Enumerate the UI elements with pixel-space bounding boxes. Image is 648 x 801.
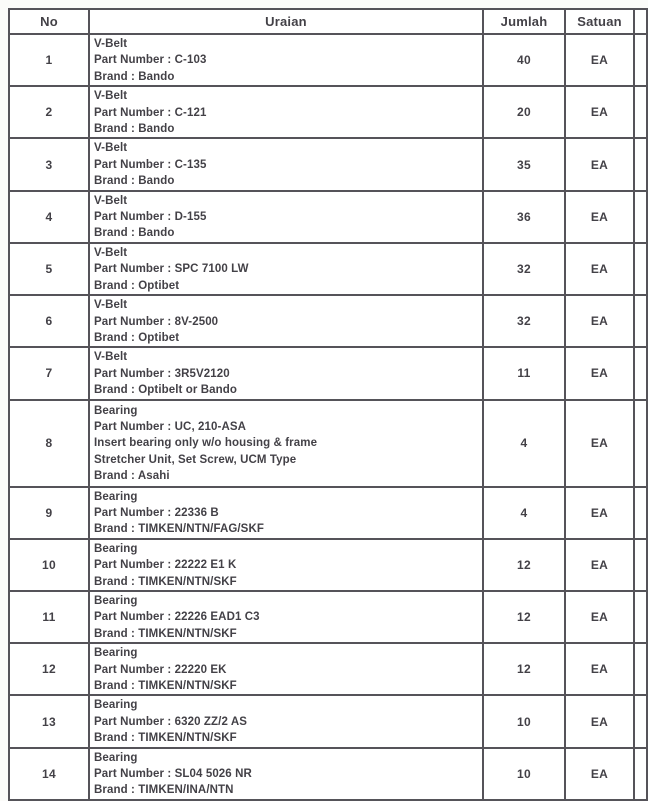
row-description-cell bbox=[90, 644, 484, 696]
header-no: No bbox=[10, 10, 90, 35]
description-line: Brand : Optibelt or Bando bbox=[94, 384, 238, 397]
table-row bbox=[10, 35, 648, 87]
table-header-row bbox=[10, 10, 648, 35]
description-line: V-Belt bbox=[94, 351, 128, 364]
cutoff-column-cell bbox=[635, 139, 648, 191]
description-line: Brand : Bando bbox=[94, 70, 175, 83]
description-line: Brand : Optibet bbox=[94, 331, 180, 344]
cutoff-column-cell bbox=[635, 192, 648, 244]
description-line: Brand : Bando bbox=[94, 175, 175, 188]
description-line: Brand : TIMKEN/INA/NTN bbox=[94, 784, 234, 797]
description-line: V-Belt bbox=[94, 38, 128, 50]
row-quantity-cell: 10 bbox=[484, 749, 566, 801]
row-description-cell bbox=[90, 244, 484, 296]
row-number-cell: 10 bbox=[10, 540, 90, 592]
row-description-cell bbox=[90, 540, 484, 592]
row-quantity-cell: 32 bbox=[484, 296, 566, 348]
row-quantity-cell: 36 bbox=[484, 192, 566, 244]
row-number-cell: 1 bbox=[10, 35, 90, 87]
row-description-cell bbox=[90, 401, 484, 488]
row-number-cell: 2 bbox=[10, 87, 90, 139]
row-number-cell: 11 bbox=[10, 592, 90, 644]
header-jumlah: Jumlah bbox=[484, 10, 566, 35]
row-quantity-cell: 4 bbox=[484, 488, 566, 540]
row-number-cell: 14 bbox=[10, 749, 90, 801]
row-quantity-cell: 12 bbox=[484, 540, 566, 592]
description-line: Bearing bbox=[94, 647, 138, 660]
description-line: Brand : TIMKEN/NTN/SKF bbox=[94, 680, 237, 692]
row-number-cell: 4 bbox=[10, 192, 90, 244]
row-description-cell bbox=[90, 296, 484, 348]
description-line: Brand : Bando bbox=[94, 227, 175, 240]
row-number-cell: 8 bbox=[10, 401, 90, 488]
description-line: Bearing bbox=[94, 699, 138, 712]
row-description-cell bbox=[90, 592, 484, 644]
description-line: Brand : Asahi bbox=[94, 470, 170, 483]
description-line: V-Belt bbox=[94, 194, 128, 207]
description-line: Part Number : C-135 bbox=[94, 158, 207, 171]
description-line: Stretcher Unit, Set Screw, UCM Type bbox=[94, 453, 297, 466]
cutoff-column-header bbox=[635, 10, 648, 35]
row-quantity-cell: 35 bbox=[484, 139, 566, 191]
row-description-cell bbox=[90, 87, 484, 139]
description-line: Part Number : 22220 EK bbox=[94, 663, 227, 676]
description-line: V-Belt bbox=[94, 90, 128, 103]
table-row bbox=[10, 749, 648, 801]
description-line: Part Number : 8V-2500 bbox=[94, 315, 219, 328]
row-unit-cell: EA bbox=[566, 139, 635, 191]
description-line: Part Number : D-155 bbox=[94, 211, 207, 224]
description-line: Bearing bbox=[94, 751, 138, 764]
row-unit-cell: EA bbox=[566, 749, 635, 801]
table-row bbox=[10, 644, 648, 696]
description-line: V-Belt bbox=[94, 246, 128, 259]
cutoff-column-cell bbox=[635, 296, 648, 348]
row-quantity-cell: 12 bbox=[484, 592, 566, 644]
description-line: Brand : TIMKEN/NTN/SKF bbox=[94, 627, 237, 640]
cutoff-column-cell bbox=[635, 35, 648, 87]
description-line: Bearing bbox=[94, 404, 138, 417]
table-row bbox=[10, 192, 648, 244]
cutoff-column-cell bbox=[635, 348, 648, 400]
description-line: Part Number : SPC 7100 LW bbox=[94, 263, 249, 276]
row-description-cell bbox=[90, 696, 484, 748]
row-number-cell: 3 bbox=[10, 139, 90, 191]
description-line: Part Number : 6320 ZZ/2 AS bbox=[94, 715, 247, 728]
row-quantity-cell: 4 bbox=[484, 401, 566, 488]
table-row bbox=[10, 401, 648, 488]
table-row bbox=[10, 488, 648, 540]
row-number-cell: 13 bbox=[10, 696, 90, 748]
table-row bbox=[10, 244, 648, 296]
row-number-cell: 12 bbox=[10, 644, 90, 696]
row-description-cell bbox=[90, 35, 484, 87]
description-line: Brand : TIMKEN/NTN/SKF bbox=[94, 732, 237, 745]
row-number-cell: 9 bbox=[10, 488, 90, 540]
description-line: Part Number : C-103 bbox=[94, 54, 207, 67]
row-quantity-cell: 32 bbox=[484, 244, 566, 296]
table-row bbox=[10, 348, 648, 400]
header-satuan: Satuan bbox=[566, 10, 635, 35]
cutoff-column-cell bbox=[635, 488, 648, 540]
row-number-cell: 7 bbox=[10, 348, 90, 400]
row-quantity-cell: 11 bbox=[484, 348, 566, 400]
description-line: Part Number : 22226 EAD1 C3 bbox=[94, 611, 260, 624]
description-line: Bearing bbox=[94, 490, 138, 503]
table-row bbox=[10, 540, 648, 592]
table-row bbox=[10, 696, 648, 748]
row-number-cell: 6 bbox=[10, 296, 90, 348]
row-unit-cell: EA bbox=[566, 488, 635, 540]
row-description-cell bbox=[90, 139, 484, 191]
row-unit-cell: EA bbox=[566, 644, 635, 696]
cutoff-column-cell bbox=[635, 540, 648, 592]
row-unit-cell: EA bbox=[566, 540, 635, 592]
parts-table bbox=[8, 8, 648, 801]
cutoff-column-cell bbox=[635, 696, 648, 748]
row-quantity-cell: 10 bbox=[484, 696, 566, 748]
row-unit-cell: EA bbox=[566, 592, 635, 644]
description-line: Brand : TIMKEN/NTN/FAG/SKF bbox=[94, 523, 264, 536]
row-number-cell: 5 bbox=[10, 244, 90, 296]
row-unit-cell: EA bbox=[566, 87, 635, 139]
row-quantity-cell: 12 bbox=[484, 644, 566, 696]
row-unit-cell: EA bbox=[566, 296, 635, 348]
cutoff-column-cell bbox=[635, 592, 648, 644]
row-unit-cell: EA bbox=[566, 192, 635, 244]
description-line: Brand : TIMKEN/NTN/SKF bbox=[94, 575, 237, 588]
cutoff-column-cell bbox=[635, 749, 648, 801]
description-line: Bearing bbox=[94, 594, 138, 607]
description-line: V-Belt bbox=[94, 299, 128, 312]
description-line: Part Number : UC, 210-ASA bbox=[94, 420, 247, 433]
cutoff-column-cell bbox=[635, 244, 648, 296]
row-unit-cell: EA bbox=[566, 401, 635, 488]
parts-table-body bbox=[10, 35, 648, 801]
description-line: Brand : Bando bbox=[94, 123, 175, 136]
description-line: V-Belt bbox=[94, 142, 128, 155]
cutoff-column-cell bbox=[635, 644, 648, 696]
description-line: Part Number : 3R5V2120 bbox=[94, 367, 230, 380]
description-line: Brand : Optibet bbox=[94, 279, 180, 292]
row-quantity-cell: 40 bbox=[484, 35, 566, 87]
row-description-cell bbox=[90, 192, 484, 244]
cutoff-column-cell bbox=[635, 401, 648, 488]
description-line: Part Number : 22222 E1 K bbox=[94, 559, 237, 572]
description-line: Part Number : SL04 5026 NR bbox=[94, 768, 252, 781]
description-line: Bearing bbox=[94, 542, 138, 555]
table-row bbox=[10, 139, 648, 191]
description-line: Insert bearing only w/o housing & frame bbox=[94, 437, 318, 450]
row-description-cell bbox=[90, 749, 484, 801]
row-description-cell bbox=[90, 348, 484, 400]
cutoff-column-cell bbox=[635, 87, 648, 139]
header-uraian: Uraian bbox=[90, 10, 484, 35]
table-row bbox=[10, 592, 648, 644]
row-unit-cell: EA bbox=[566, 35, 635, 87]
row-quantity-cell: 20 bbox=[484, 87, 566, 139]
table-row bbox=[10, 87, 648, 139]
description-line: Part Number : 22336 B bbox=[94, 506, 219, 519]
row-unit-cell: EA bbox=[566, 244, 635, 296]
table-row bbox=[10, 296, 648, 348]
row-unit-cell: EA bbox=[566, 348, 635, 400]
description-line: Part Number : C-121 bbox=[94, 106, 207, 119]
row-unit-cell: EA bbox=[566, 696, 635, 748]
row-description-cell bbox=[90, 488, 484, 540]
